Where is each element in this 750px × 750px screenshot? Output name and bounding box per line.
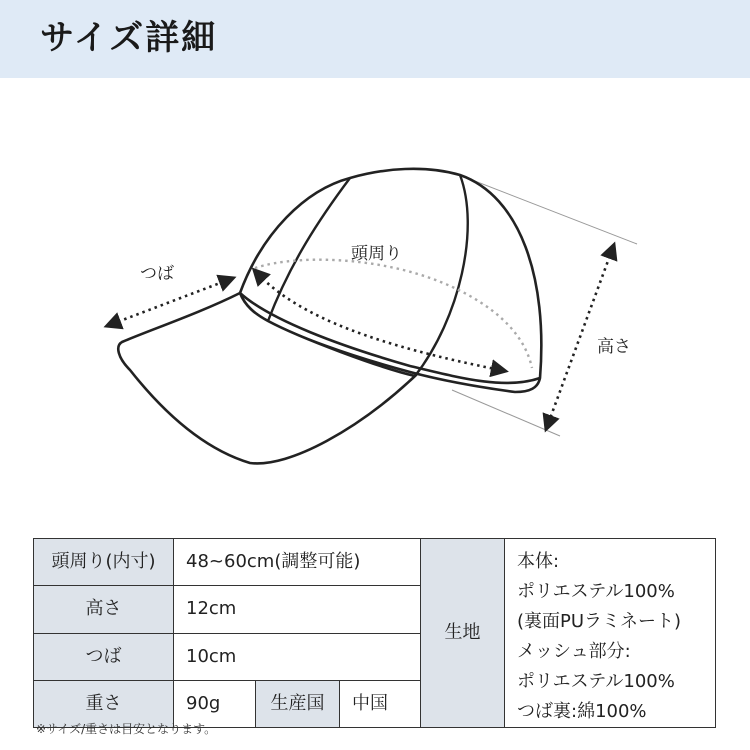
height-guide-bottom — [452, 390, 560, 436]
material-line: つば裏:綿100% — [517, 701, 647, 722]
row-value-height: 12cm — [174, 586, 421, 633]
footnote: ※サイズ/重さは目安となります。 — [36, 722, 217, 736]
head-label: 頭周り — [351, 244, 402, 264]
header-band — [0, 0, 750, 78]
spec-table — [33, 538, 716, 728]
material-line: (裏面PUラミネート) — [517, 611, 682, 632]
row-value-brim: 10cm — [174, 633, 421, 680]
row-label-brim: つば — [34, 633, 174, 680]
material-line: 本体: — [517, 551, 560, 572]
material-details — [505, 539, 716, 728]
row-label-head: 頭周り(内寸) — [34, 539, 174, 586]
material-line: メッシュ部分: — [517, 641, 631, 662]
page-title: サイズ詳細 — [40, 18, 218, 58]
origin-value: 中国 — [340, 680, 421, 727]
material-label: 生地 — [421, 539, 505, 728]
row-value-weight: 90g — [174, 680, 256, 727]
cap-diagram — [0, 78, 750, 538]
row-label-height: 高さ — [34, 586, 174, 633]
brim-label: つば — [140, 264, 174, 284]
row-value-head: 48~60cm(調整可能) — [174, 539, 421, 586]
table-row — [34, 539, 716, 586]
origin-label: 生産国 — [256, 680, 340, 727]
material-line: ポリエステル100% — [517, 581, 675, 602]
material-line: ポリエステル100% — [517, 671, 675, 692]
row-label-weight: 重さ — [34, 680, 174, 727]
height-label: 高さ — [597, 337, 631, 357]
cap-illustration — [0, 78, 750, 538]
